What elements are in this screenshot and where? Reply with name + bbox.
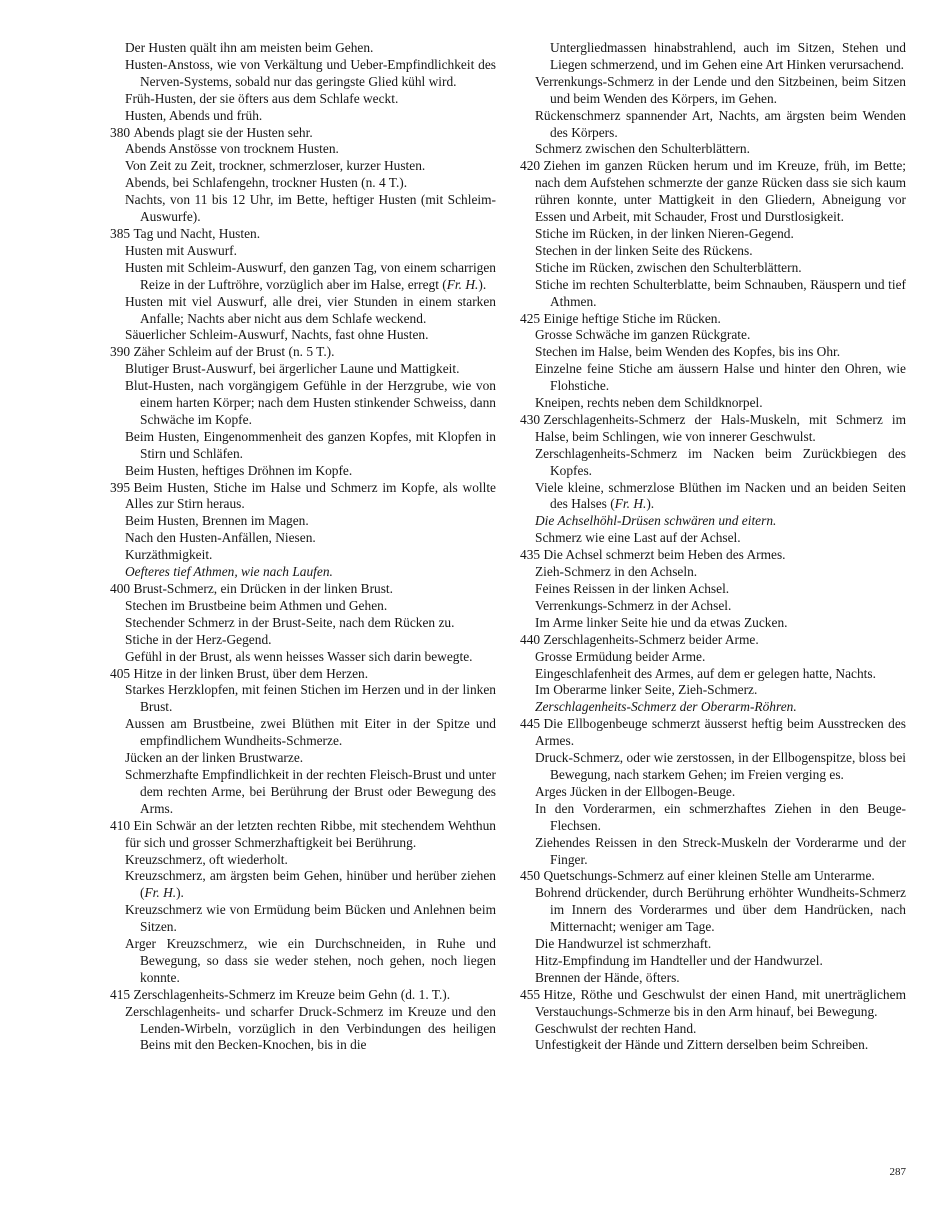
symptom-entry <box>520 750 906 784</box>
symptom-entry <box>110 564 496 581</box>
symptom-entry <box>110 581 496 598</box>
symptom-entry <box>520 361 906 395</box>
symptom-entry <box>520 835 906 869</box>
symptom-entry <box>110 40 496 57</box>
symptom-entry <box>520 649 906 666</box>
symptom-entry <box>110 818 496 852</box>
symptom-entry <box>110 682 496 716</box>
entry-text: Feines Reissen in der linken Achsel. <box>535 581 730 596</box>
symptom-entry <box>110 125 496 142</box>
entry-text: Zerschlagenheits-Schmerz im Nacken beim Zurückbiegen des Kopfes. <box>535 445 906 478</box>
entry-text-end: ). <box>478 276 487 292</box>
symptom-entry <box>110 108 496 125</box>
entry-text: Beim Husten, heftiges Dröhnen im Kopfe. <box>125 462 353 478</box>
entry-text: Druck-Schmerz, oder wie zerstossen, in der Ellbogenspitze, bloss bei Bewegung, nach starkem Gehen; im Freien verging es. <box>535 750 906 782</box>
symptom-entry <box>520 412 906 446</box>
symptom-entry <box>520 344 906 361</box>
entry-text: Brust-Schmerz, ein Drücken in der linken Brust. <box>133 581 394 596</box>
symptom-entry <box>110 260 496 294</box>
symptom-entry <box>520 868 906 885</box>
entry-text: Verrenkungs-Schmerz in der Achsel. <box>535 597 732 613</box>
symptom-entry <box>110 429 496 463</box>
symptom-entry <box>520 682 906 699</box>
entry-text: Eingeschlafenheit des Armes, auf dem er gelegen hatte, Nachts. <box>535 665 876 681</box>
entry-text: Die Achsel schmerzt beim Heben des Armes. <box>543 547 786 563</box>
entry-text: Viele kleine, schmerzlose Blüthen im Nacken und an beiden Seiten des Halses ( <box>535 479 906 512</box>
entry-text: Hitze in der linken Brust, über dem Herzen. <box>133 665 369 681</box>
symptom-entry <box>520 632 906 649</box>
entry-text-end: ). <box>176 885 184 901</box>
entry-text: Arges Jücken in der Ellbogen-Beuge. <box>535 783 736 799</box>
entry-text: Husten, Abends und früh. <box>125 107 263 123</box>
symptom-entry <box>110 243 496 260</box>
symptom-entry <box>110 615 496 632</box>
symptom-entry <box>110 716 496 750</box>
entry-text: Blutiger Brust-Auswurf, bei ärgerlicher Laune und Mattigkeit. <box>125 361 460 377</box>
entry-text: Zerschlagenheits- und scharfer Druck-Schmerz im Kreuze und den Lenden-Wirbeln, vorzüglich in den Verbindungen des heiligen Beins mit den Becken-Knochen, bis in die <box>125 1003 496 1053</box>
page-number: 287 <box>889 1166 906 1178</box>
symptom-entry <box>520 598 906 615</box>
entry-text: Hitze, Röthe und Geschwulst der einen Hand, mit unerträglichem Verstauchungs-Schmerze bis in den Arm hinauf, bei Bewegung. <box>535 986 906 1019</box>
entry-number: 405 <box>110 665 131 681</box>
entry-text-end: ). <box>646 496 655 512</box>
symptom-entry <box>110 1004 496 1055</box>
entry-text: Tag und Nacht, Husten. <box>133 225 261 241</box>
symptom-entry <box>110 750 496 767</box>
entry-text: Schmerz zwischen den Schulterblättern. <box>535 141 750 157</box>
entry-text: Brennen der Hände, öfters. <box>535 969 680 985</box>
symptom-entry <box>520 615 906 632</box>
entry-text: Ziehen im ganzen Rücken herum und im Kreuze, früh, im Bette; nach dem Aufstehen schmerzte der ganze Rücken dass sie sich kaum rühren konnte, unter Mattigkeit in den Gliedern, Abneigung vor Essen und Arbeit, mit Schauder, Frost und Durstlosigkeit. <box>535 158 906 225</box>
entry-text: Kreuzschmerz, am ärgsten beim Gehen, hinüber und herüber ziehen ( <box>125 868 496 901</box>
entry-text: Zerschlagenheits-Schmerz im Kreuze beim Gehn (d. 1. T.). <box>133 986 451 1002</box>
entry-text: Säuerlicher Schleim-Auswurf, Nachts, fast ohne Husten. <box>125 327 429 343</box>
entry-text: Stiche im Rücken, in der linken Nieren-Gegend. <box>535 225 794 241</box>
entry-text: Beim Husten, Eingenommenheit des ganzen Kopfes, mit Klopfen in Stirn und Schläfen. <box>125 428 496 461</box>
symptom-entry <box>520 243 906 260</box>
entry-source: Fr. H. <box>446 276 479 292</box>
entry-text: Zieh-Schmerz in den Achseln. <box>535 564 698 580</box>
entry-text: Kurzäthmigkeit. <box>125 547 213 563</box>
entry-text: Hitz-Empfindung im Handteller und der Handwurzel. <box>535 952 823 968</box>
entry-text: Abends Anstösse von trocknem Husten. <box>125 141 339 157</box>
entry-text: Geschwulst der rechten Hand. <box>535 1020 697 1036</box>
symptom-entry <box>520 547 906 564</box>
symptom-entry <box>520 970 906 987</box>
entry-text: Schmerzhafte Empfindlichkeit in der rechten Fleisch-Brust und unter dem rechten Arme, bei Berührung der Brust oder Bewegung des Arms. <box>125 766 496 816</box>
symptom-entry <box>110 936 496 987</box>
entry-text: Rückenschmerz spannender Art, Nachts, am ärgsten beim Wenden des Körpers. <box>535 107 906 140</box>
symptom-entry <box>520 953 906 970</box>
entry-text: Früh-Husten, der sie öfters aus dem Schlafe weckt. <box>125 90 399 106</box>
entry-number: 410 <box>110 817 131 833</box>
symptom-entry <box>110 632 496 649</box>
symptom-entry <box>520 666 906 683</box>
symptom-entry <box>520 480 906 514</box>
left-column <box>110 40 496 1054</box>
symptom-entry <box>520 395 906 412</box>
symptom-entry <box>110 175 496 192</box>
entry-text: Starkes Herzklopfen, mit feinen Stichen im Herzen und in der linken Brust. <box>125 682 496 715</box>
symptom-entry <box>520 716 906 750</box>
symptom-entry <box>110 598 496 615</box>
entry-text: Grosse Ermüdung beider Arme. <box>535 648 706 664</box>
entry-text: Husten mit Schleim-Auswurf, den ganzen Tag, von einem scharrigen Reize in der Luftröhre, vorzüglich aber im Halse, erregt ( <box>125 259 496 292</box>
entry-number: 435 <box>520 547 541 563</box>
symptom-entry <box>520 801 906 835</box>
entry-text: Die Ellbogenbeuge schmerzt äusserst heftig beim Ausstrecken des Armes. <box>535 716 906 749</box>
entry-number: 430 <box>520 411 541 427</box>
symptom-entry <box>110 226 496 243</box>
entry-text: Husten mit Auswurf. <box>125 242 237 258</box>
entry-number: 450 <box>520 868 541 884</box>
symptom-entry <box>110 767 496 818</box>
symptom-entry <box>520 40 906 74</box>
entry-text: Arger Kreuzschmerz, wie ein Durchschneiden, in Ruhe und Bewegung, so dass sie weder stehen, noch gehen, noch liegen konnte. <box>125 936 496 985</box>
entry-number: 415 <box>110 986 131 1002</box>
symptom-entry <box>110 902 496 936</box>
symptom-entry <box>110 57 496 91</box>
entry-text: Einige heftige Stiche im Rücken. <box>543 310 721 326</box>
entry-text: Stiche im rechten Schulterblatte, beim Schnauben, Räuspern und tief Athmen. <box>535 276 906 309</box>
entry-number: 400 <box>110 581 131 596</box>
entry-source: Fr. H. <box>144 885 177 901</box>
symptom-entry <box>520 158 906 226</box>
entry-text: Stechender Schmerz in der Brust-Seite, nach dem Rücken zu. <box>125 614 455 630</box>
symptom-entry <box>520 699 906 716</box>
entry-text: Die Handwurzel ist schmerzhaft. <box>535 936 712 952</box>
symptom-entry <box>520 1037 906 1054</box>
entry-text: Gefühl in der Brust, als wenn heisses Wasser sich darin bewegte. <box>125 648 473 664</box>
symptom-entry <box>520 226 906 243</box>
entry-text: Quetschungs-Schmerz auf einer kleinen Stelle am Unterarme. <box>543 868 875 884</box>
symptom-entry <box>110 192 496 226</box>
symptom-entry <box>110 327 496 344</box>
entry-text: Im Arme linker Seite hie und da etwas Zucken. <box>535 614 788 630</box>
entry-text: Stiche in der Herz-Gegend. <box>125 631 272 647</box>
entry-text: Schmerz wie eine Last auf der Achsel. <box>535 530 741 546</box>
entry-text: Kreuzschmerz wie von Ermüdung beim Bücken und Anlehnen beim Sitzen. <box>125 902 496 935</box>
entry-text: Von Zeit zu Zeit, trockner, schmerzloser, kurzer Husten. <box>125 158 426 174</box>
entry-text: Nachts, von 11 bis 12 Uhr, im Bette, heftiger Husten (mit Schleim-Auswurfe). <box>125 192 496 225</box>
entry-text: Zäher Schleim auf der Brust (n. 5 T.). <box>133 344 335 360</box>
entry-text: Abends, bei Schlafengehn, trockner Husten (n. 4 T.). <box>125 175 408 191</box>
entry-text: Stechen in der linken Seite des Rückens. <box>535 242 753 258</box>
entry-number: 395 <box>110 479 131 495</box>
entry-text: Oefteres tief Athmen, wie nach Laufen. <box>125 564 333 580</box>
symptom-entry <box>520 1021 906 1038</box>
symptom-entry <box>110 344 496 361</box>
entry-text: Husten mit viel Auswurf, alle drei, vier Stunden in einem starken Anfalle; Nachts aber nicht aus dem Schlafe weckend. <box>125 293 496 326</box>
symptom-entry <box>110 852 496 869</box>
entry-text: Kreuzschmerz, oft wiederholt. <box>125 851 288 867</box>
entry-text: Beim Husten, Brennen im Magen. <box>125 513 309 529</box>
entry-text: Zerschlagenheits-Schmerz der Oberarm-Röhren. <box>535 699 797 715</box>
symptom-entry <box>520 141 906 158</box>
symptom-entry <box>110 666 496 683</box>
symptom-entry <box>520 277 906 311</box>
entry-number: 380 <box>110 124 131 140</box>
symptom-entry <box>520 564 906 581</box>
symptom-entry <box>520 108 906 142</box>
symptom-entry <box>520 513 906 530</box>
entry-text: Beim Husten, Stiche im Halse und Schmerz im Kopfe, als wollte Alles zur Stirn heraus. <box>125 479 496 512</box>
entry-text: Ziehendes Reissen in den Streck-Muskeln der Vorderarme und der Finger. <box>535 834 906 867</box>
entry-text: Stiche im Rücken, zwischen den Schulterblättern. <box>535 259 802 275</box>
symptom-entry <box>520 885 906 936</box>
entry-text: Blut-Husten, nach vorgängigem Gefühle in der Herzgrube, wie von einem harten Körper; nach dem Husten stinkender Schweiss, dann Schwäche im Kopfe. <box>125 378 496 427</box>
entry-text: Jücken an der linken Brustwarze. <box>125 750 304 766</box>
entry-text: Stechen im Brustbeine beim Athmen und Gehen. <box>125 597 388 613</box>
symptom-entry <box>110 361 496 378</box>
symptom-entry <box>110 158 496 175</box>
entry-text: Nach den Husten-Anfällen, Niesen. <box>125 530 316 546</box>
entry-text: Zerschlagenheits-Schmerz beider Arme. <box>543 631 759 647</box>
symptom-entry <box>110 868 496 902</box>
symptom-entry <box>520 936 906 953</box>
symptom-entry <box>110 294 496 328</box>
entry-number: 420 <box>520 158 541 174</box>
entry-text: Im Oberarme linker Seite, Zieh-Schmerz. <box>535 682 758 698</box>
right-column <box>520 40 906 1054</box>
symptom-entry <box>110 987 496 1004</box>
symptom-entry <box>110 513 496 530</box>
entry-text: Abends plagt sie der Husten sehr. <box>133 124 313 140</box>
entry-text: Grosse Schwäche im ganzen Rückgrate. <box>535 327 751 343</box>
symptom-entry <box>520 74 906 108</box>
entry-text: Die Achselhöhl-Drüsen schwären und eitern. <box>535 513 777 529</box>
symptom-entry <box>110 463 496 480</box>
symptom-entry <box>520 446 906 480</box>
symptom-entry <box>110 480 496 514</box>
entry-text: Einzelne feine Stiche am äussern Halse und hinter den Ohren, wie Flohstiche. <box>535 361 906 394</box>
entry-text: In den Vorderarmen, ein schmerzhaftes Ziehen in den Beuge-Flechsen. <box>535 800 906 833</box>
entry-number: 455 <box>520 986 541 1002</box>
symptom-entry <box>520 987 906 1021</box>
symptom-entry <box>110 378 496 429</box>
symptom-entry <box>110 530 496 547</box>
entry-number: 445 <box>520 716 541 732</box>
symptom-entry <box>110 141 496 158</box>
entry-text: Verrenkungs-Schmerz in der Lende und den Sitzbeinen, beim Sitzen und beim Wenden des Körpers, im Gehen. <box>535 73 906 106</box>
symptom-entry <box>110 547 496 564</box>
symptom-entry <box>110 649 496 666</box>
entry-text: Unfestigkeit der Hände und Zittern derselben beim Schreiben. <box>535 1037 869 1053</box>
entry-number: 425 <box>520 310 541 326</box>
symptom-entry <box>520 784 906 801</box>
symptom-entry <box>520 311 906 328</box>
entry-text: Der Husten quält ihn am meisten beim Gehen. <box>125 40 374 55</box>
entry-text: Husten-Anstoss, wie von Verkältung und Ueber-Empfindlichkeit des Nerven-Systems, sobald nur das geringste Glied kühl wird. <box>125 56 496 89</box>
entry-text: Ein Schwär an der letzten rechten Ribbe, mit stechendem Wehthun für sich und grosser Schmerzhaftigkeit bei Berührung. <box>125 817 496 850</box>
symptom-entry <box>520 327 906 344</box>
entry-text: Aussen am Brustbeine, zwei Blüthen mit Eiter in der Spitze und empfindlichem Wundheits-Schmerze. <box>125 716 496 749</box>
symptom-entry <box>110 91 496 108</box>
entry-number: 440 <box>520 631 541 647</box>
symptom-entry <box>520 530 906 547</box>
entry-text: Zerschlagenheits-Schmerz der Hals-Muskeln, mit Schmerz im Halse, beim Schlingen, wie von innerer Geschwulst. <box>535 411 906 444</box>
entry-number: 385 <box>110 225 131 241</box>
entry-source: Fr. H. <box>614 496 647 512</box>
entry-text: Kneipen, rechts neben dem Schildknorpel. <box>535 395 763 411</box>
symptom-entry <box>520 581 906 598</box>
symptom-entry <box>520 260 906 277</box>
entry-number: 390 <box>110 344 131 360</box>
entry-text: Stechen im Halse, beim Wenden des Kopfes, bis ins Ohr. <box>535 344 841 360</box>
entry-text: Bohrend drückender, durch Berührung erhöhter Wundheits-Schmerz im Innern des Vorderarmes und über dem Handrücken, nach Mitternacht; weniger am Tage. <box>535 885 906 935</box>
entry-text: Untergliedmassen hinabstrahlend, auch im Sitzen, Stehen und Liegen schmerzend, und im Gehen eine Art Hinken verursachend. <box>550 40 906 72</box>
